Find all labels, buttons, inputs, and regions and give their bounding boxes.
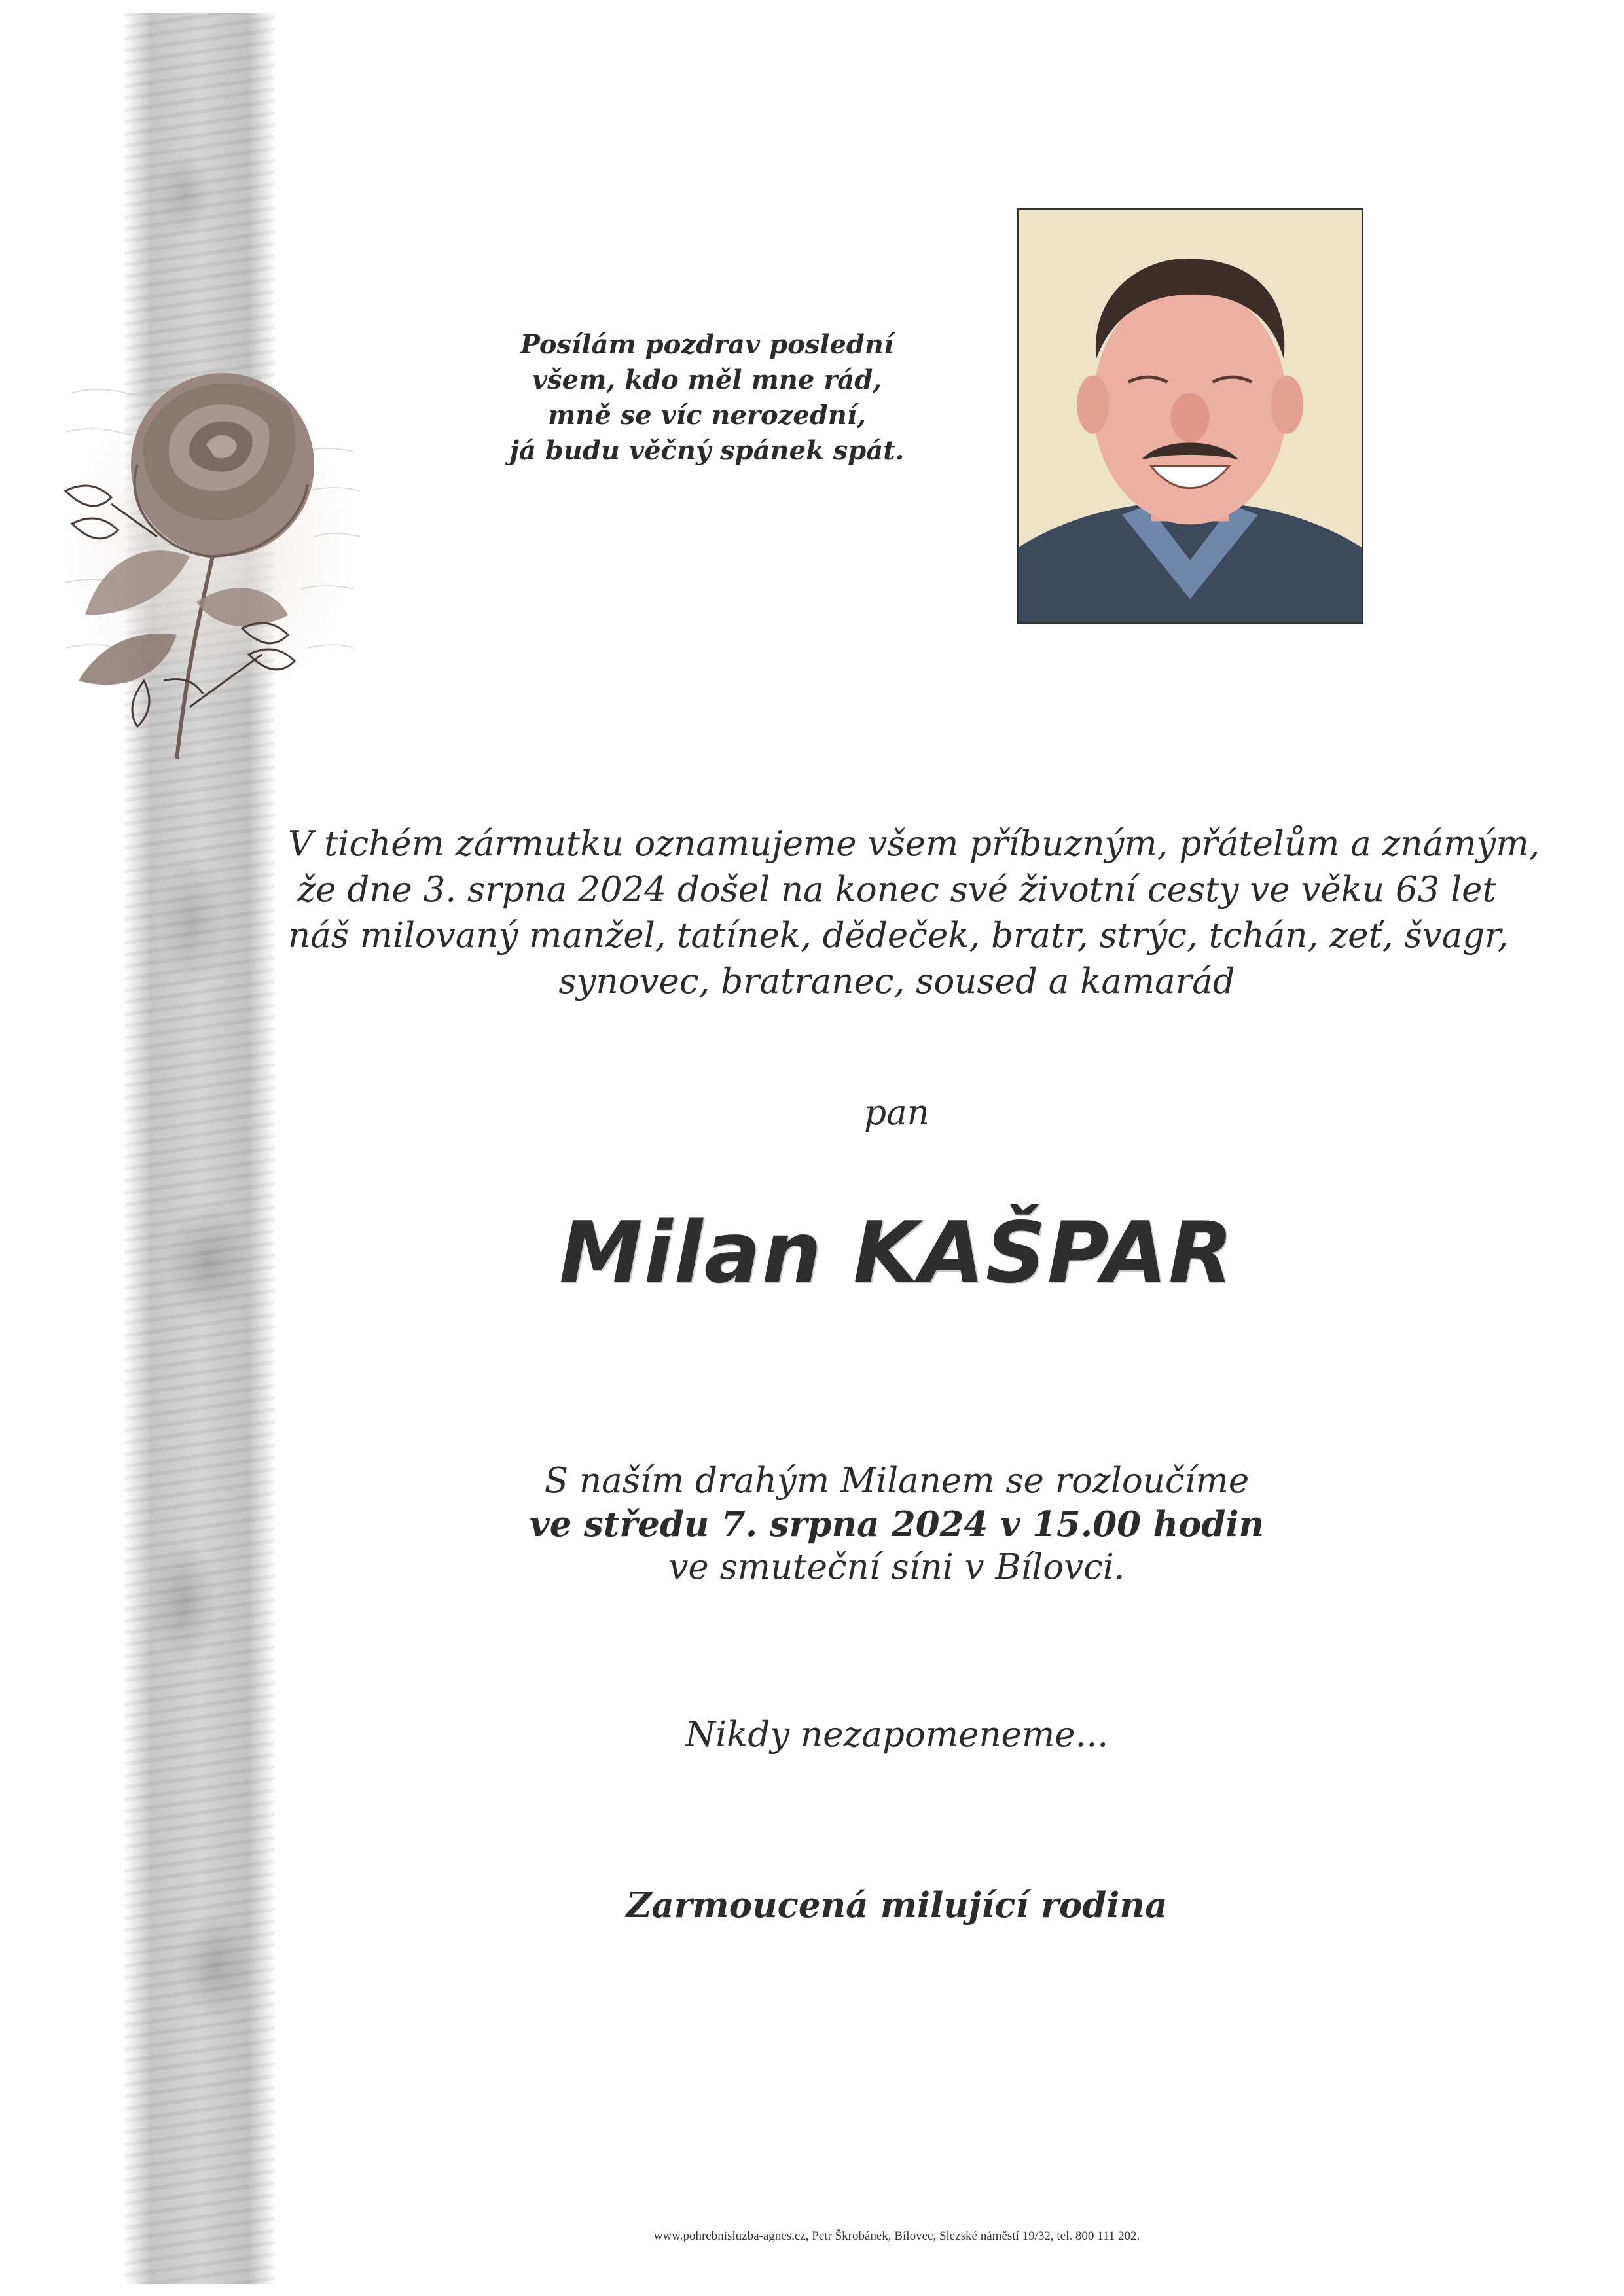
- poem-line: Posílám pozdrav poslední: [520, 329, 894, 360]
- announcement-line: že dne 3. srpna 2024 došel na konec své životní cesty ve věku 63 let: [297, 870, 1496, 910]
- poem-line: mně se víc nerozední,: [547, 400, 866, 431]
- rose-decoration: [26, 340, 393, 798]
- farewell-line: S naším drahým Milanem se rozloučíme: [544, 1461, 1250, 1501]
- rose-icon: [26, 340, 393, 798]
- deceased-name: Milan KAŠPAR: [559, 1204, 1235, 1302]
- farewell-date: ve středu 7. srpna 2024 v 15.00 hodin: [529, 1504, 1265, 1545]
- poem: [478, 327, 936, 469]
- signature: Zarmoucená milující rodina: [626, 1885, 1168, 1926]
- portrait-photo: [1017, 208, 1363, 624]
- announcement-line: náš milovaný manžel, tatínek, dědeček, bratr, strýc, tchán, zeť, švagr,: [288, 916, 1509, 956]
- footer-contact: www.pohrebnisluzba-agnes.cz, Petr Škrobánek, Bílovec, Slezské náměstí 19/32, tel. 800 111 202.: [653, 2229, 1140, 2243]
- announcement: [288, 821, 1540, 1005]
- closing-line: Nikdy nezapomeneme...: [685, 1715, 1109, 1755]
- announcement-line: V tichém zármutku oznamujeme všem příbuzným, přátelům a známým,: [288, 824, 1540, 864]
- farewell-place: ve smuteční síni v Bílovci.: [668, 1547, 1125, 1587]
- announcement-line: synovec, bratranec, soused a kamarád: [558, 961, 1235, 1001]
- farewell-notice: [524, 1460, 1270, 1589]
- honorific: pan: [864, 1093, 929, 1133]
- poem-line: všem, kdo měl mne rád,: [532, 365, 882, 395]
- portrait-image: [1019, 210, 1362, 622]
- poem-line: já budu věčný spánek spát.: [509, 435, 905, 466]
